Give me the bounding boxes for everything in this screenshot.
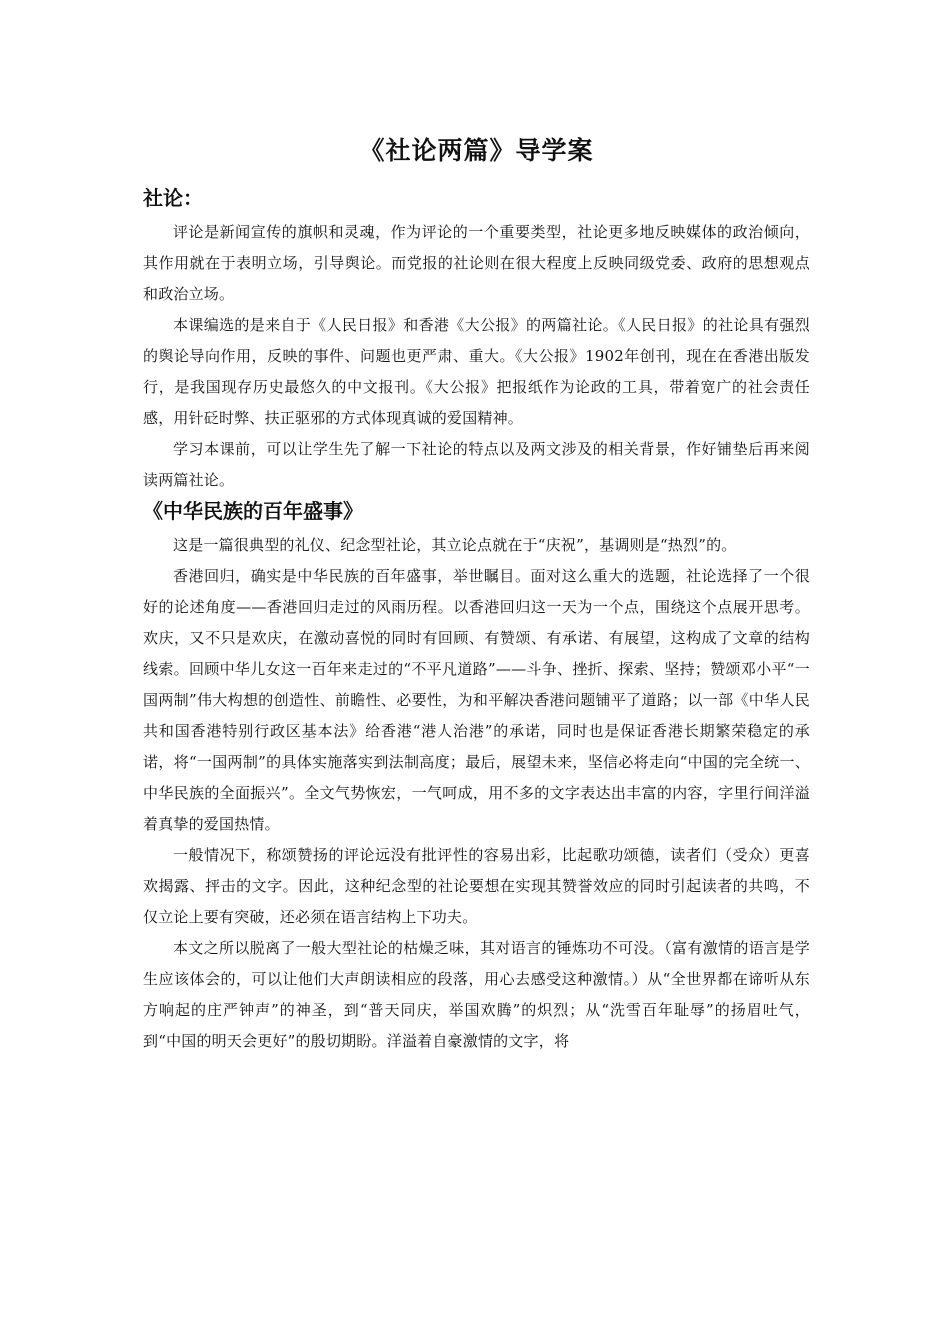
paragraph: 这是一篇很典型的礼仪、纪念型社论，其立论点就在于“庆祝”，基调则是“热烈”的。 xyxy=(173,536,737,554)
section-heading-article: 《中华民族的百年盛事》 xyxy=(143,499,363,523)
document-content xyxy=(143,133,810,1057)
section-heading-editorial: 社论： xyxy=(143,186,203,210)
paragraph: 香港回归，确实是中华民族的百年盛事，举世瞩目。面对这么重大的选题，社论选择了一个很好的论述角度——香港回归走过的风雨历程。以香港回归这一天为一个点，围绕这个点展开思考。欢庆，又不只是欢庆，在激动喜悦的同时有回顾、有赞颂、有承诺、有展望，这构成了文章的结构线索。回顾中华儿女这一百年来走过的“不平凡道路”——斗争、挫折、探索、坚持；赞颂邓小平“一国两制”伟大构想的创造性、前瞻性、必要性，为和平解决香港问题铺平了道路；以一部《中华人民共和国香港特别行政区基本法》给香港“港人治港”的承诺，同时也是保证香港长期繁荣稳定的承诺，将“一国两制”的具体实施落实到法制高度；最后，展望未来，坚信必将走向“中国的完全统一、中华民族的全面振兴”。全文气势恢宏，一气呵成，用不多的文字表达出丰富的内容，字里行间洋溢着真挚的爱国热情。 xyxy=(143,567,810,833)
paragraph: 评论是新闻宣传的旗帜和灵魂，作为评论的一个重要类型，社论更多地反映媒体的政治倾向，其作用就在于表明立场，引导舆论。而党报的社论则在很大程度上反映同级党委、政府的思想观点和政治立场。 xyxy=(143,223,810,303)
document-title: 《社论两篇》导学案 xyxy=(359,136,594,165)
paragraph: 一般情况下，称颂赞扬的评论远没有批评性的容易出彩，比起歌功颂德，读者们（受众）更喜欢揭露、抨击的文字。因此，这种纪念型的社论要想在实现其赞誉效应的同时引起读者的共鸣，不仅立论上要有突破，还必须在语言结构上下功夫。 xyxy=(143,846,810,926)
paragraph: 本课编选的是来自于《人民日报》和香港《大公报》的两篇社论。《人民日报》的社论具有强烈的舆论导向作用，反映的事件、问题也更严肃、重大。《大公报》1902年创刊，现在在香港出版发行，是我国现存历史最悠久的中文报刊。《大公报》把报纸作为论政的工具，带着宽广的社会责任感，用针砭时弊、扶正驱邪的方式体现真诚的爱国精神。 xyxy=(143,316,810,427)
paragraph: 学习本课前，可以让学生先了解一下社论的特点以及两文涉及的相关背景，作好铺垫后再来阅读两篇社论。 xyxy=(143,440,810,489)
paragraph: 本文之所以脱离了一般大型社论的枯燥乏味，其对语言的锤炼功不可没。（富有激情的语言是学生应该体会的，可以让他们大声朗读相应的段落，用心去感受这种激情。）从“全世界都在谛听从东方响起的庄严钟声”的神圣，到“普天同庆，举国欢腾”的炽烈；从“洗雪百年耻辱”的扬眉吐气，到“中国的明天会更好”的殷切期盼。洋溢着自豪激情的文字，将 xyxy=(143,939,810,1050)
